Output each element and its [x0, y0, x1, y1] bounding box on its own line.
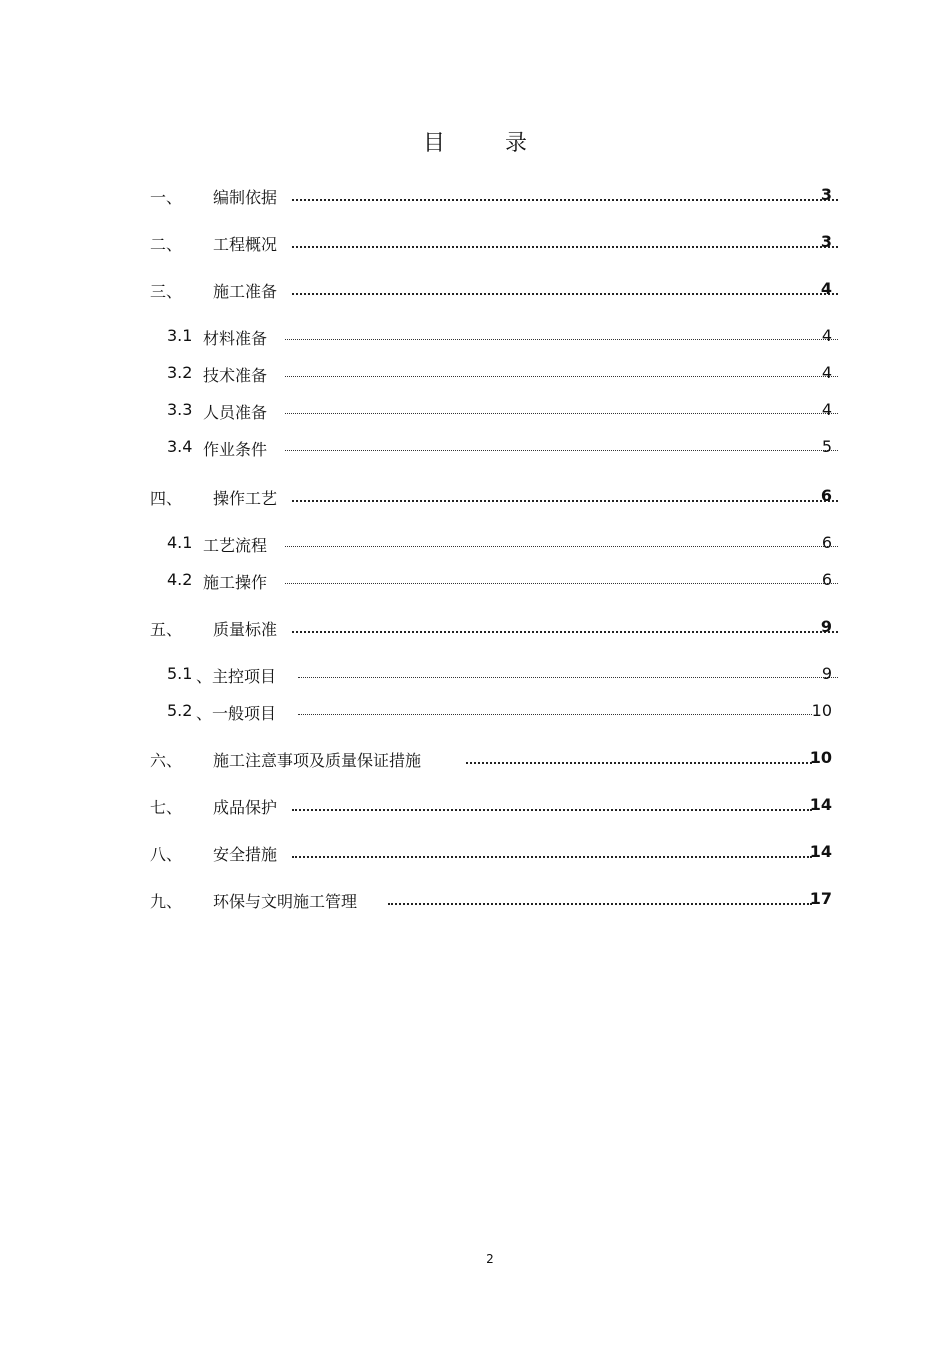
page-number: 2: [486, 1252, 494, 1266]
toc-entry[interactable]: [0, 363, 950, 387]
toc-entry[interactable]: [0, 185, 950, 209]
toc-entry-number: 七、: [150, 798, 183, 817]
toc-entry-page: 9: [820, 617, 832, 636]
toc-entry-page: 6: [821, 533, 832, 552]
toc-dot-leader: [298, 714, 812, 715]
toc-dot-leader: [298, 677, 838, 678]
toc-dot-leader: [292, 293, 838, 295]
toc-entry-label: 编制依据: [213, 188, 278, 207]
title-char-1: 目: [422, 131, 445, 156]
toc-entry-label: 材料准备: [203, 329, 268, 348]
toc-entry[interactable]: [0, 889, 950, 913]
toc-entry-number: 八、: [150, 845, 183, 864]
toc-entry-number: 六、: [150, 751, 183, 770]
toc-dot-leader: [292, 500, 838, 502]
toc-dot-leader: [292, 246, 838, 248]
toc-entry-label: 环保与文明施工管理: [213, 892, 358, 911]
toc-entry-label: 技术准备: [203, 366, 268, 385]
toc-entry[interactable]: [0, 664, 950, 688]
toc-entry-page: 10: [809, 748, 832, 767]
toc-entry-number: 3.1: [167, 326, 193, 345]
toc-entry-label: 操作工艺: [213, 489, 278, 508]
toc-dot-leader: [388, 903, 812, 905]
toc-entry-page: 14: [809, 795, 832, 814]
toc-entry[interactable]: [0, 701, 950, 725]
toc-entry[interactable]: [0, 533, 950, 557]
toc-entry-page: 17: [809, 889, 832, 908]
toc-entry[interactable]: [0, 570, 950, 594]
toc-entry[interactable]: [0, 486, 950, 510]
toc-entry-page: 4: [821, 326, 832, 345]
toc-entry-number: 4.2: [167, 570, 193, 589]
toc-dot-leader: [285, 339, 838, 340]
toc-entry-label: 、一般项目: [196, 704, 277, 723]
toc-entry[interactable]: [0, 748, 950, 772]
toc-dot-leader: [285, 376, 838, 377]
toc-entry-number: 一、: [150, 188, 183, 207]
toc-entry-number: 四、: [150, 489, 183, 508]
title-char-2: 录: [505, 131, 528, 156]
toc-dot-leader: [292, 199, 838, 201]
toc-entry-label: 施工准备: [213, 282, 278, 301]
toc-dot-leader: [292, 809, 812, 811]
toc-entry-label: 安全措施: [213, 845, 278, 864]
toc-dot-leader: [285, 546, 838, 547]
toc-entry-number: 三、: [150, 282, 183, 301]
page-title: [0, 126, 950, 157]
toc-entry-page: 6: [820, 486, 832, 505]
toc-entry-label: 施工操作: [203, 573, 268, 592]
toc-entry-page: 4: [820, 279, 832, 298]
toc-entry-number: 3.2: [167, 363, 193, 382]
toc-entry-page: 10: [811, 701, 832, 720]
toc-entry-label: 成品保护: [213, 798, 278, 817]
toc-entry-label: 工艺流程: [203, 536, 268, 555]
toc-entry-number: 二、: [150, 235, 183, 254]
toc-entry[interactable]: [0, 326, 950, 350]
toc-entry-label: 质量标准: [213, 620, 278, 639]
toc-entry-label: 人员准备: [203, 403, 268, 422]
toc-entry[interactable]: [0, 437, 950, 461]
toc-entry-number: 九、: [150, 892, 183, 911]
toc-entry-page: 14: [809, 842, 832, 861]
toc-dot-leader: [292, 631, 838, 633]
toc-dot-leader: [285, 583, 838, 584]
toc-entry[interactable]: [0, 400, 950, 424]
toc-entry[interactable]: [0, 279, 950, 303]
toc-entry-number: 3.3: [167, 400, 193, 419]
toc-entry-number: 4.1: [167, 533, 193, 552]
toc-entry-page: 3: [820, 232, 832, 251]
toc-entry-number: 3.4: [167, 437, 193, 456]
toc-entry-page: 3: [820, 185, 832, 204]
toc-dot-leader: [466, 762, 812, 764]
toc-entry[interactable]: [0, 795, 950, 819]
toc-entry-label: 工程概况: [213, 235, 278, 254]
toc-entry-number: 5.2: [167, 701, 193, 720]
toc-entry-page: 4: [821, 400, 832, 419]
toc-entry[interactable]: [0, 617, 950, 641]
toc-entry-number: 5.1: [167, 664, 193, 683]
toc-dot-leader: [285, 450, 838, 451]
toc-entry[interactable]: [0, 842, 950, 866]
toc-entry-label: 作业条件: [203, 440, 268, 459]
toc-entry-number: 五、: [150, 620, 183, 639]
toc-entry-page: 4: [821, 363, 832, 382]
toc-entry-page: 5: [821, 437, 832, 456]
toc-entry[interactable]: [0, 232, 950, 256]
toc-entry-page: 6: [821, 570, 832, 589]
toc-entry-label: 、主控项目: [196, 667, 277, 686]
toc-dot-leader: [285, 413, 838, 414]
toc-entry-label: 施工注意事项及质量保证措施: [213, 751, 422, 770]
toc-dot-leader: [292, 856, 812, 858]
toc-entry-page: 9: [821, 664, 832, 683]
